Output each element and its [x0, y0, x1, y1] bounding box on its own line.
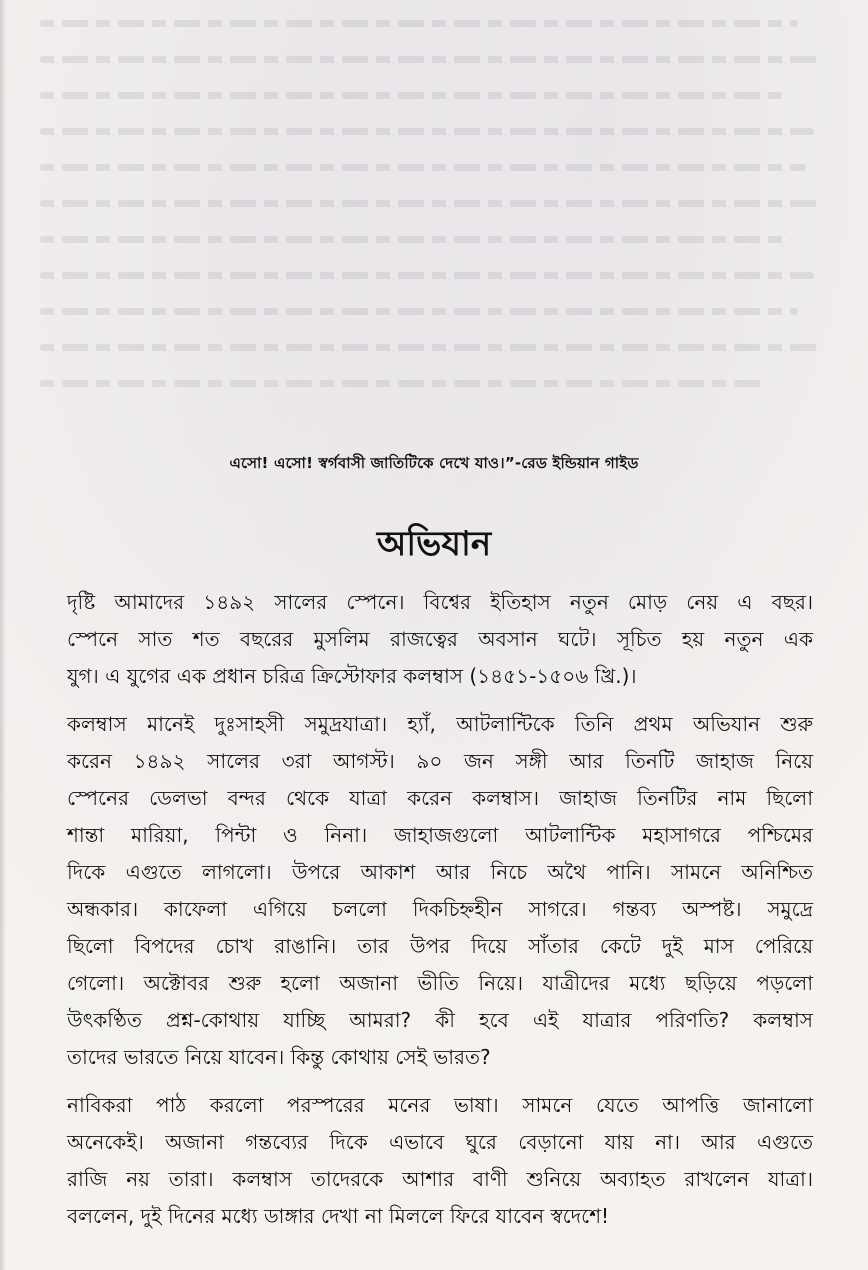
text-line: ছিলো বিপদের চোখ রাঙানি। তার উপর দিয়ে সাঁতার কেটে দুই মাস পেরিয়ে — [67, 934, 813, 958]
text-line: দিকে এগুতে লাগলো। উপরে আকাশ আর নিচে অথৈ পানি। সামনে অনিশ্চিত — [67, 860, 813, 884]
text-line: উৎকণ্ঠিত প্রশ্ন-কোথায় যাচ্ছি আমরা? কী হবে এই যাত্রার পরিণতি? কলম্বাস — [67, 1008, 813, 1032]
text-line: তাদের ভারতে নিয়ে যাবেন। কিন্তু কোথায় সেই ভারত? — [67, 1045, 491, 1069]
paragraph-2 — [67, 706, 813, 1076]
text-line: অন্ধকার। কাফেলা এগিয়ে চললো দিকচিহ্নহীন সাগরে। গন্তব্য অস্পষ্ট। সমুদ্রে — [67, 897, 813, 921]
text-line: করেন ১৪৯২ সালের ৩রা আগস্ট। ৯০ জন সঙ্গী আর তিনটি জাহাজ নিয়ে — [67, 749, 813, 773]
text-line: স্পেনের ডেলভা বন্দর থেকে যাত্রা করেন কলম্বাস। জাহাজ তিনটির নাম ছিলো — [67, 786, 813, 810]
text-line: অনেকেই। অজানা গন্তব্যের দিকে এভাবে ঘুরে বেড়ানো যায় না। আর এগুতে — [67, 1130, 813, 1154]
page-edge-shadow — [0, 0, 6, 1270]
body-text — [67, 584, 813, 1246]
paragraph-1 — [67, 584, 813, 695]
text-line: শান্তা মারিয়া, পিন্টা ও নিনা। জাহাজগুলো আটলান্টিক মহাসাগরে পশ্চিমের — [67, 823, 813, 847]
bleed-through-text — [40, 20, 830, 430]
paragraph-3 — [67, 1087, 813, 1235]
text-line: গেলো। অক্টোবর শুরু হলো অজানা ভীতি নিয়ে। যাত্রীদের মধ্যে ছড়িয়ে পড়লো — [67, 971, 813, 995]
text-line: যুগ। এ যুগের এক প্রধান চরিত্র ক্রিস্টোফার কলম্বাস (১৪৫১-১৫০৬ খ্রি.)। — [67, 664, 637, 688]
text-line: কলম্বাস মানেই দুঃসাহসী সমুদ্রযাত্রা। হ্যাঁ, আটলান্টিকে তিনি প্রথম অভিযান শুরু — [67, 712, 813, 736]
chapter-title: অভিযান — [376, 524, 492, 564]
text-line: রাজি নয় তারা। কলম্বাস তাদেরকে আশার বাণী শুনিয়ে অব্যাহত রাখলেন যাত্রা। — [67, 1167, 813, 1191]
text-line: বললেন, দুই দিনের মধ্যে ডাঙ্গার দেখা না মিললে ফিরে যাবেন স্বদেশে! — [67, 1204, 610, 1228]
text-line: দৃষ্টি আমাদের ১৪৯২ সালের স্পেনে। বিশ্বের ইতিহাস নতুন মোড় নেয় এ বছর। — [67, 590, 813, 614]
text-line: স্পেনে সাত শত বছরের মুসলিম রাজত্বের অবসান ঘটে। সূচিত হয় নতুন এক — [67, 627, 813, 651]
epigraph-quote: এসো! এসো! স্বর্গবাসী জাতিটিকে দেখে যাও।”-রেড ইন্ডিয়ান গাইড — [229, 454, 639, 472]
text-line: নাবিকরা পাঠ করলো পরস্পরের মনের ভাষা। সামনে যেতে আপত্তি জানালো — [67, 1093, 813, 1117]
